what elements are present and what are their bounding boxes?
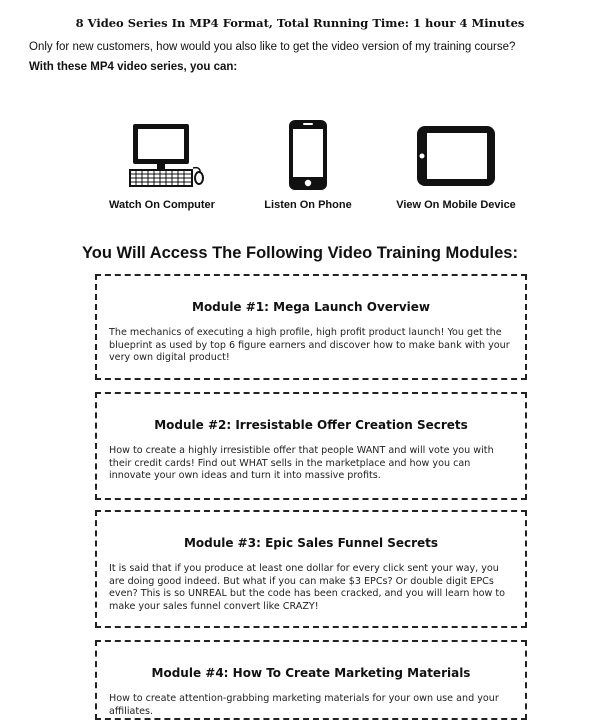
module-description: How to create a highly irresistible offer that people WANT and will vote you with their credit cards! Find out WHAT sells in the marketplace and how you can innovate your own ideas and turn it into massive profits. [109, 445, 494, 481]
module-card [95, 274, 527, 380]
module-card [95, 640, 527, 720]
module-description: How to create attention-grabbing marketing materials for your own use and your affiliates. [109, 693, 499, 717]
module-title: Module #1: Mega Launch Overview [192, 300, 430, 314]
module-title: Module #3: Epic Sales Funnel Secrets [183, 536, 439, 550]
modules-heading: You Will Access The Following Video Training Modules: [82, 244, 518, 262]
module-title: Module #2: Irresistable Offer Creation Secrets [154, 418, 468, 432]
device-tablet [371, 116, 541, 211]
module-card [95, 510, 527, 628]
phone-icon [263, 116, 353, 192]
module-description: It is said that if you produce at least one dollar for every click sent your way, you are doing good indeed. But what if you can make $3 EPCs? Or double digit EPCs even? This is so UNREAL but the code has been cracked, and you will learn how to make your sales funnel convert like CRAZY! [109, 563, 506, 612]
module-description: The mechanics of executing a high profile, high profit product launch! You get the blueprint as used by top 6 figure earners and discover how to make bank with your very own digital product! [109, 327, 510, 363]
tablet-icon [411, 116, 501, 192]
module-title: Module #4: How To Create Marketing Materials [151, 666, 471, 680]
device-computer [77, 116, 247, 211]
module-card [95, 392, 527, 500]
device-phone [223, 116, 393, 211]
device-label: View On Mobile Device [396, 199, 516, 211]
device-label: Watch On Computer [109, 199, 215, 211]
device-label: Listen On Phone [264, 199, 352, 211]
intro-bold-text: With these MP4 video series, you can: [29, 61, 238, 73]
intro-text: Only for new customers, how would you also like to get the video version of my training course? [29, 41, 516, 53]
page-title: 8 Video Series In MP4 Format, Total Running Time: 1 hour 4 Minutes [75, 16, 525, 30]
computer-icon [117, 116, 207, 192]
device-icons-row [0, 116, 600, 216]
